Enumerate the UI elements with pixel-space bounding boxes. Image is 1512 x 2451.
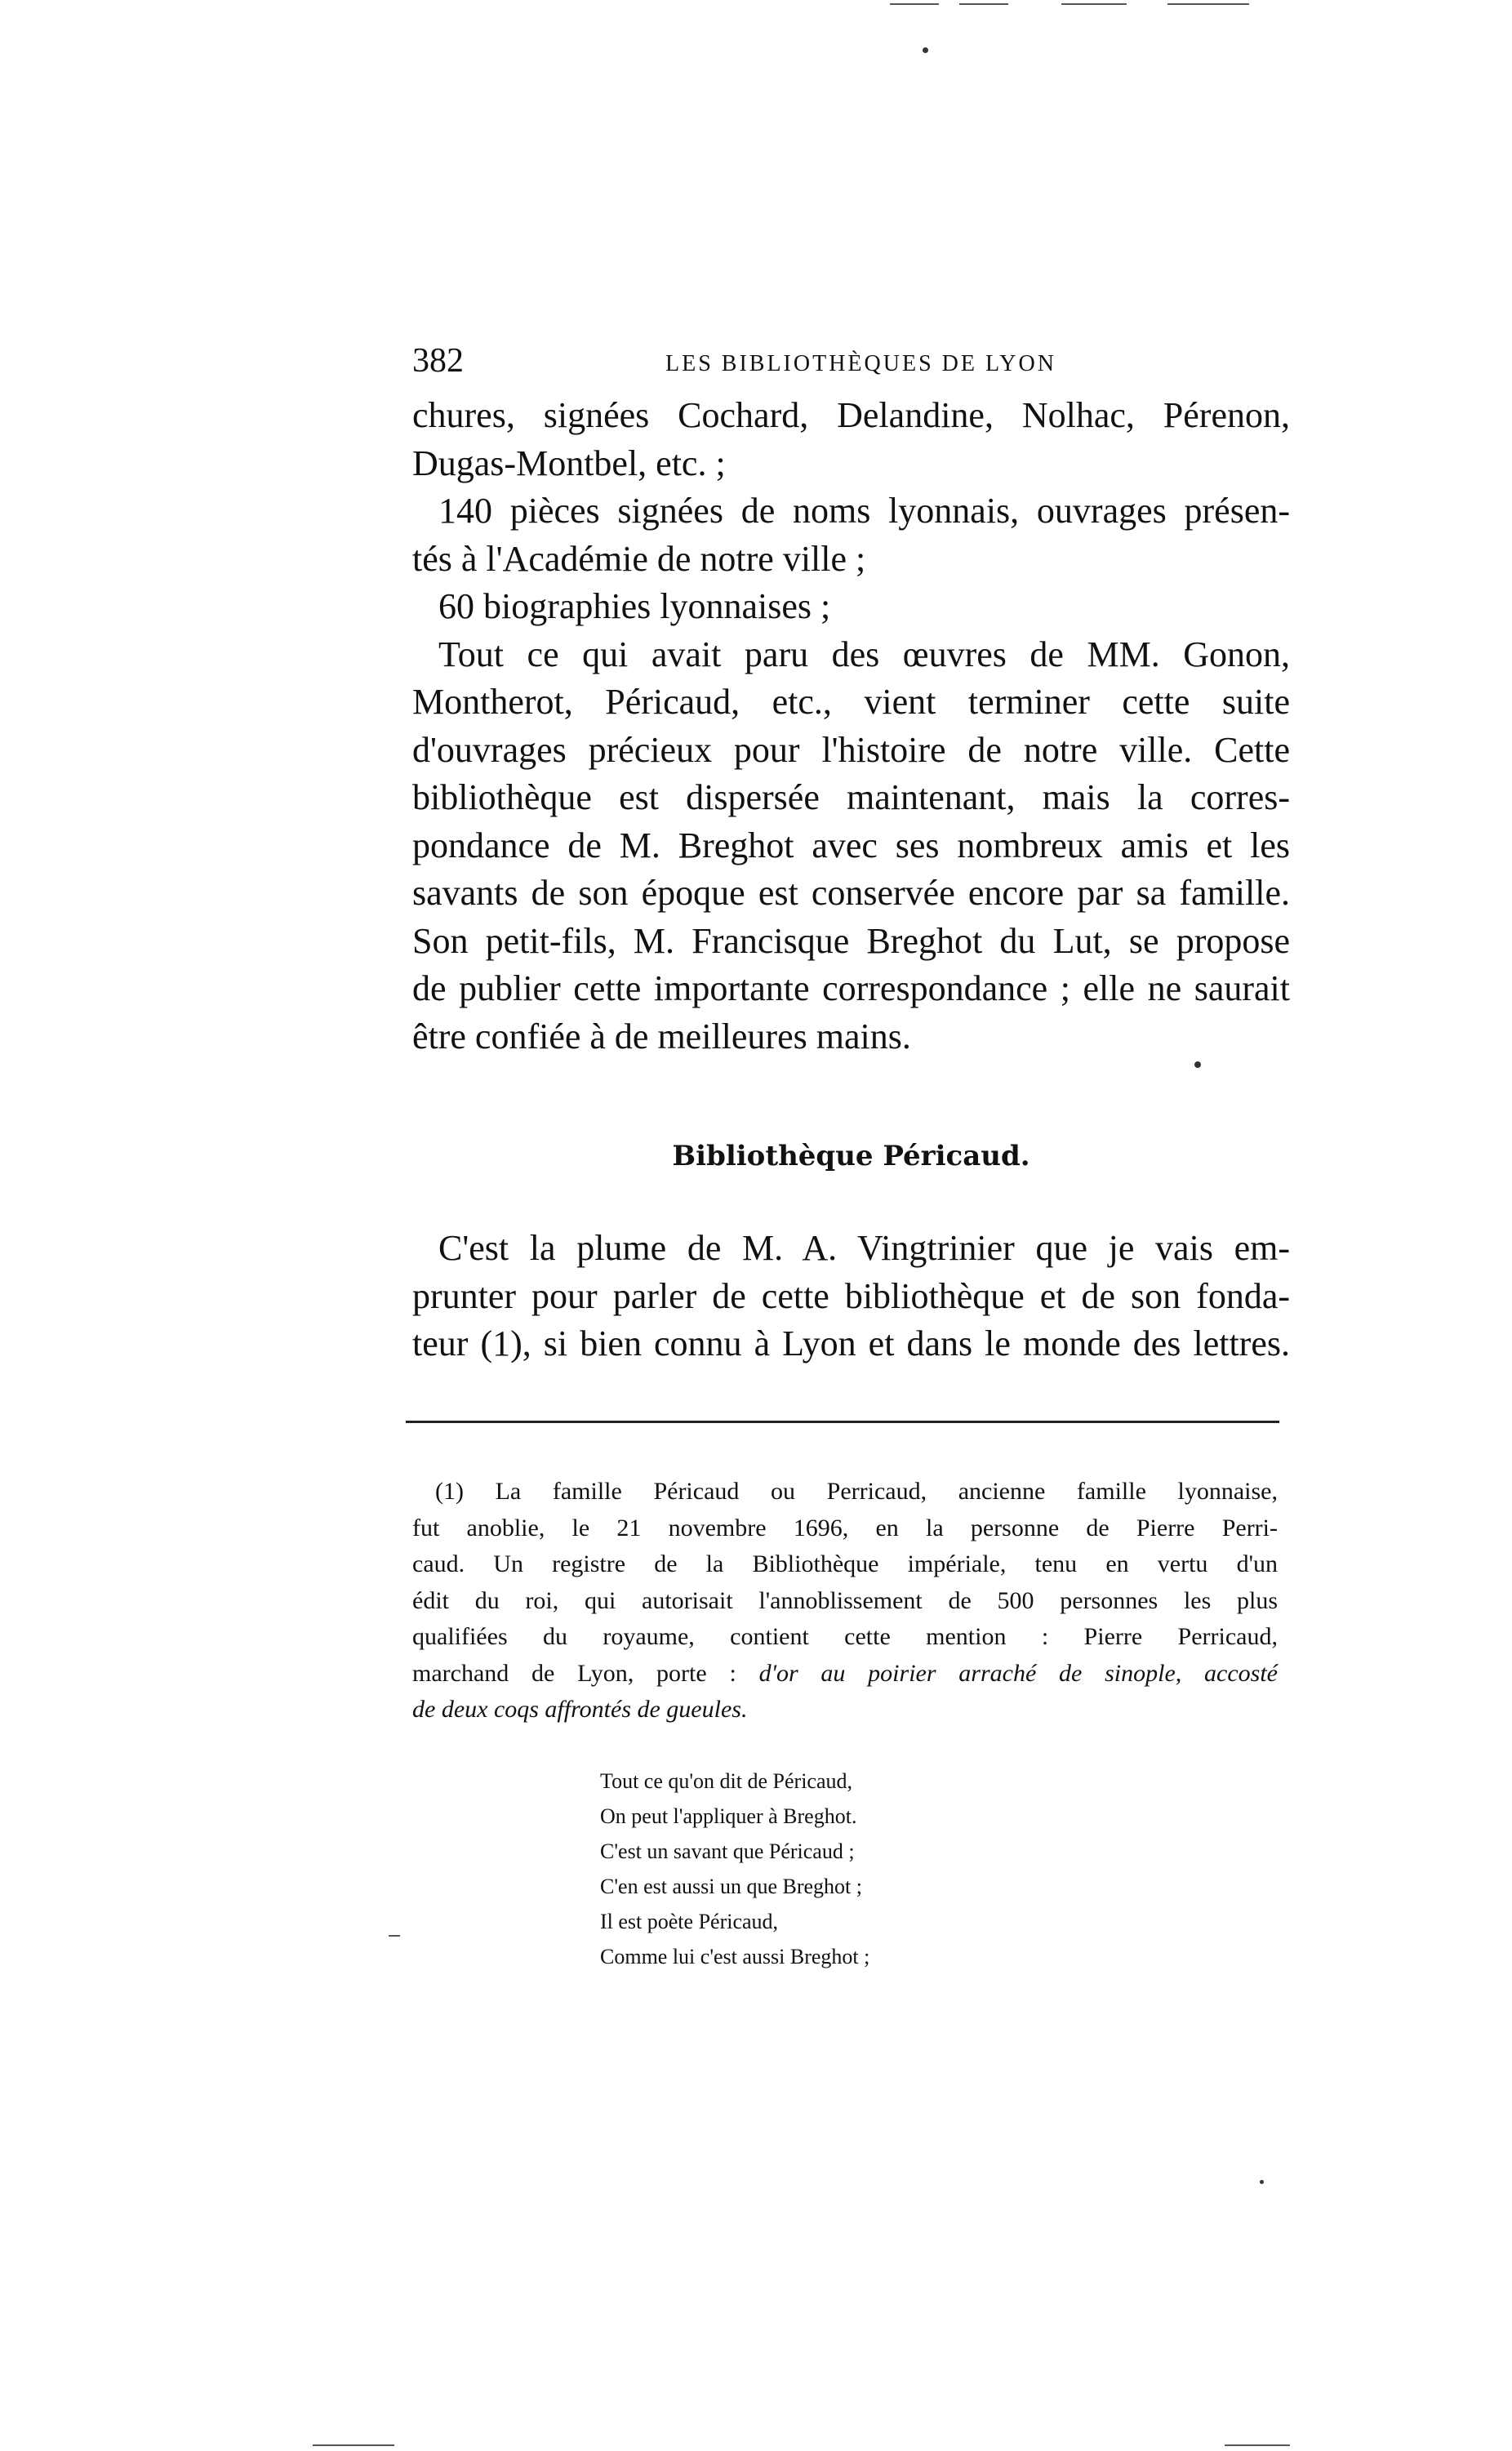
text-line: 140 pièces signées de noms lyonnais, ouvrages présen-: [438, 491, 1290, 531]
scan-mark: [1225, 2444, 1290, 2446]
scan-speck: [1194, 1061, 1201, 1068]
text-line: être confiée à de meilleures mains.: [412, 1016, 911, 1056]
footnote-line: caud. Un registre de la Bibliothèque impériale, tenu en vertu d'un: [412, 1550, 1278, 1577]
scan-speck: [923, 47, 928, 53]
verse-line: Il est poète Péricaud,: [600, 1910, 779, 1933]
footnote-line: [412, 1692, 1278, 1728]
verse-block: [600, 1764, 869, 1974]
footnote-text: marchand de Lyon, porte :: [412, 1659, 759, 1687]
footnote-italic-text: de deux coqs affrontés de gueules.: [412, 1696, 748, 1723]
running-head: [412, 341, 1294, 390]
text-line: Montherot, Péricaud, etc., vient terminer cette suite: [412, 682, 1290, 722]
text-line: Tout ce qui avait paru des œuvres de MM. Gonon,: [438, 634, 1290, 674]
scan-mark: [890, 3, 939, 5]
paragraph-1: [412, 392, 1290, 1061]
text-line: Dugas-Montbel, etc. ;: [412, 443, 726, 483]
text-line: prunter pour parler de cette bibliothèque et de son fonda-: [412, 1275, 1290, 1316]
scan-mark: [1167, 3, 1249, 5]
footnote-italic-text: d'or au poirier arraché de sinople, accosté: [758, 1659, 1278, 1687]
footnote-line: fut anoblie, le 21 novembre 1696, en la personne de Pierre Perri-: [412, 1514, 1278, 1541]
section-heading: Bibliothèque Péricaud.: [672, 1140, 1030, 1172]
footnote-line: (1) La famille Péricaud ou Perricaud, ancienne famille lyonnaise,: [435, 1478, 1278, 1505]
scan-mark: [959, 3, 1008, 5]
text-line: teur (1), si bien connu à Lyon et dans le monde des lettres.: [412, 1323, 1290, 1363]
text-line: bibliothèque est dispersée maintenant, mais la corres-: [412, 777, 1290, 817]
paragraph-2: [412, 1225, 1290, 1368]
text-line: C'est la plume de M. A. Vingtrinier que je vais em-: [438, 1228, 1290, 1268]
footnote: [412, 1474, 1278, 1728]
text-line: savants de son époque est conservée encore par sa famille.: [412, 873, 1290, 913]
verse-line: C'est un savant que Péricaud ;: [600, 1839, 855, 1863]
scan-mark: [1061, 3, 1127, 5]
text-line: d'ouvrages précieux pour l'histoire de notre ville. Cette: [412, 729, 1290, 770]
text-line: pondance de M. Breghot avec ses nombreux amis et les: [412, 825, 1290, 865]
footnote-line: édit du roi, qui autorisait l'annoblissement de 500 personnes les plus: [412, 1586, 1278, 1614]
scan-mark: [313, 2444, 394, 2446]
text-line: de publier cette importante correspondance ; elle ne saurait: [412, 968, 1290, 1008]
text-line: 60 biographies lyonnaises ;: [438, 586, 831, 626]
verse-line: On peut l'appliquer à Breghot.: [600, 1804, 857, 1828]
footnote-line: qualifiées du royaume, contient cette mention : Pierre Perricaud,: [412, 1623, 1278, 1650]
verse-line: C'en est aussi un que Breghot ;: [600, 1875, 862, 1898]
footnote-line: [412, 1656, 1278, 1693]
running-title: LES BIBLIOTHÈQUES DE LYON: [665, 351, 1056, 376]
scan-mark: [389, 1935, 400, 1937]
footnote-divider: [406, 1421, 1279, 1423]
page-number: 382: [412, 342, 464, 380]
scan-speck: [1260, 2180, 1264, 2184]
text-line: chures, signées Cochard, Delandine, Nolhac, Pérenon,: [412, 395, 1290, 435]
verse-line: Tout ce qu'on dit de Péricaud,: [600, 1769, 853, 1793]
text-line: tés à l'Académie de notre ville ;: [412, 538, 866, 579]
verse-line: Comme lui c'est aussi Breghot ;: [600, 1945, 870, 1968]
text-line: Son petit-fils, M. Francisque Breghot du Lut, se propose: [412, 920, 1290, 961]
